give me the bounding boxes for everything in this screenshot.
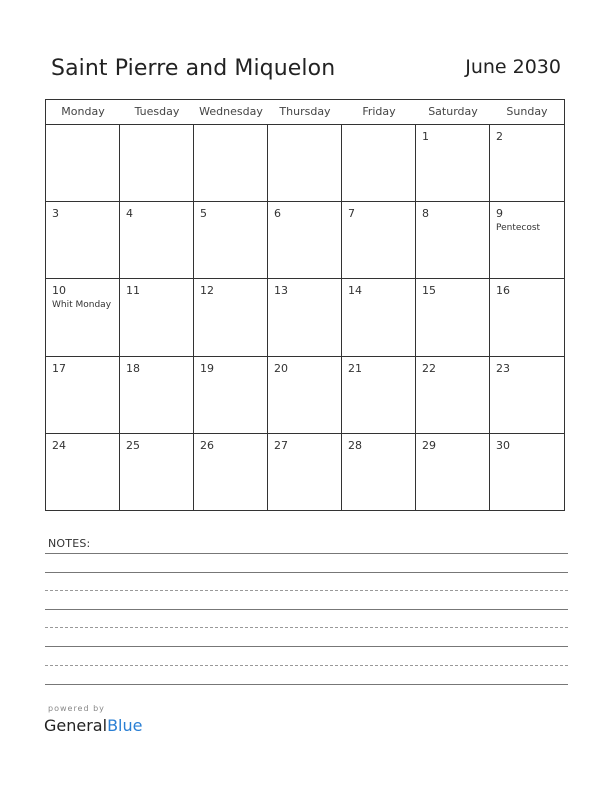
day-cell xyxy=(46,434,120,511)
day-number: 9 xyxy=(496,207,503,221)
day-number: 24 xyxy=(52,438,66,452)
day-number: 26 xyxy=(200,438,214,452)
day-cell xyxy=(194,357,268,434)
weekday-sunday: Sunday xyxy=(506,105,548,118)
day-cell xyxy=(342,434,416,511)
note-line xyxy=(45,572,568,573)
day-cell xyxy=(416,202,490,279)
note-line xyxy=(45,665,568,666)
day-number: 12 xyxy=(200,284,214,298)
day-number: 4 xyxy=(126,207,133,221)
day-cell xyxy=(416,279,490,356)
note-line xyxy=(45,609,568,610)
calendar-title: Saint Pierre and Miquelon xyxy=(51,56,336,81)
note-line xyxy=(45,646,568,647)
day-number: 6 xyxy=(274,207,281,221)
notes-label: NOTES: xyxy=(48,537,91,550)
holiday-label: Whit Monday xyxy=(52,300,112,311)
day-cell xyxy=(342,125,416,202)
day-number: 7 xyxy=(348,207,355,221)
day-number: 29 xyxy=(422,438,436,452)
day-number: 30 xyxy=(496,438,510,452)
day-cell xyxy=(120,434,194,511)
brand-blue: Blue xyxy=(107,716,143,735)
calendar-grid xyxy=(45,99,565,511)
day-number: 19 xyxy=(200,361,214,375)
day-number: 14 xyxy=(348,284,362,298)
day-number: 10 xyxy=(52,284,66,298)
day-number: 27 xyxy=(274,438,288,452)
day-number: 5 xyxy=(200,207,207,221)
day-cell xyxy=(490,202,564,279)
day-cell xyxy=(490,125,564,202)
day-number: 23 xyxy=(496,361,510,375)
day-cell xyxy=(342,357,416,434)
day-number: 3 xyxy=(52,207,59,221)
weeks-grid xyxy=(46,125,564,511)
day-number: 18 xyxy=(126,361,140,375)
day-number: 2 xyxy=(496,130,503,143)
day-cell xyxy=(268,125,342,202)
day-cell xyxy=(194,434,268,511)
weekday-thursday: Thursday xyxy=(279,105,331,118)
day-number: 1 xyxy=(422,130,429,143)
note-line xyxy=(45,684,568,685)
powered-by-text: powered by xyxy=(48,704,105,713)
day-cell xyxy=(490,357,564,434)
day-number: 15 xyxy=(422,284,436,298)
day-cell xyxy=(46,202,120,279)
day-cell xyxy=(268,202,342,279)
day-cell xyxy=(416,434,490,511)
note-line xyxy=(45,590,568,591)
holiday-label: Pentecost xyxy=(496,223,541,234)
weekday-tuesday: Tuesday xyxy=(134,105,180,118)
note-line xyxy=(45,627,568,628)
day-number: 8 xyxy=(422,207,429,221)
day-cell xyxy=(416,125,490,202)
day-number: 13 xyxy=(274,284,288,298)
generalblue-logo xyxy=(44,716,142,735)
day-number: 20 xyxy=(274,361,288,375)
day-cell xyxy=(120,202,194,279)
day-number: 17 xyxy=(52,361,66,375)
day-cell xyxy=(194,125,268,202)
day-cell xyxy=(268,434,342,511)
day-cell xyxy=(268,357,342,434)
day-cell xyxy=(120,357,194,434)
month-label: June 2030 xyxy=(465,56,561,78)
day-cell xyxy=(120,125,194,202)
day-cell xyxy=(46,125,120,202)
day-cell xyxy=(342,279,416,356)
weekday-friday: Friday xyxy=(362,105,396,118)
weekday-monday: Monday xyxy=(61,105,105,118)
day-cell xyxy=(416,357,490,434)
day-cell xyxy=(490,279,564,356)
day-cell xyxy=(46,279,120,356)
day-number: 22 xyxy=(422,361,436,375)
day-cell xyxy=(490,434,564,511)
day-cell xyxy=(194,279,268,356)
day-cell xyxy=(194,202,268,279)
day-number: 11 xyxy=(126,284,140,298)
day-number: 16 xyxy=(496,284,510,298)
weekday-saturday: Saturday xyxy=(428,105,478,118)
brand-general: General xyxy=(44,716,108,735)
day-cell xyxy=(120,279,194,356)
weekday-header-row xyxy=(46,100,564,125)
day-number: 25 xyxy=(126,438,140,452)
day-cell xyxy=(342,202,416,279)
day-cell xyxy=(46,357,120,434)
day-number: 21 xyxy=(348,361,362,375)
weekday-wednesday: Wednesday xyxy=(199,105,263,118)
day-cell xyxy=(268,279,342,356)
day-number: 28 xyxy=(348,438,362,452)
note-line xyxy=(45,553,568,554)
